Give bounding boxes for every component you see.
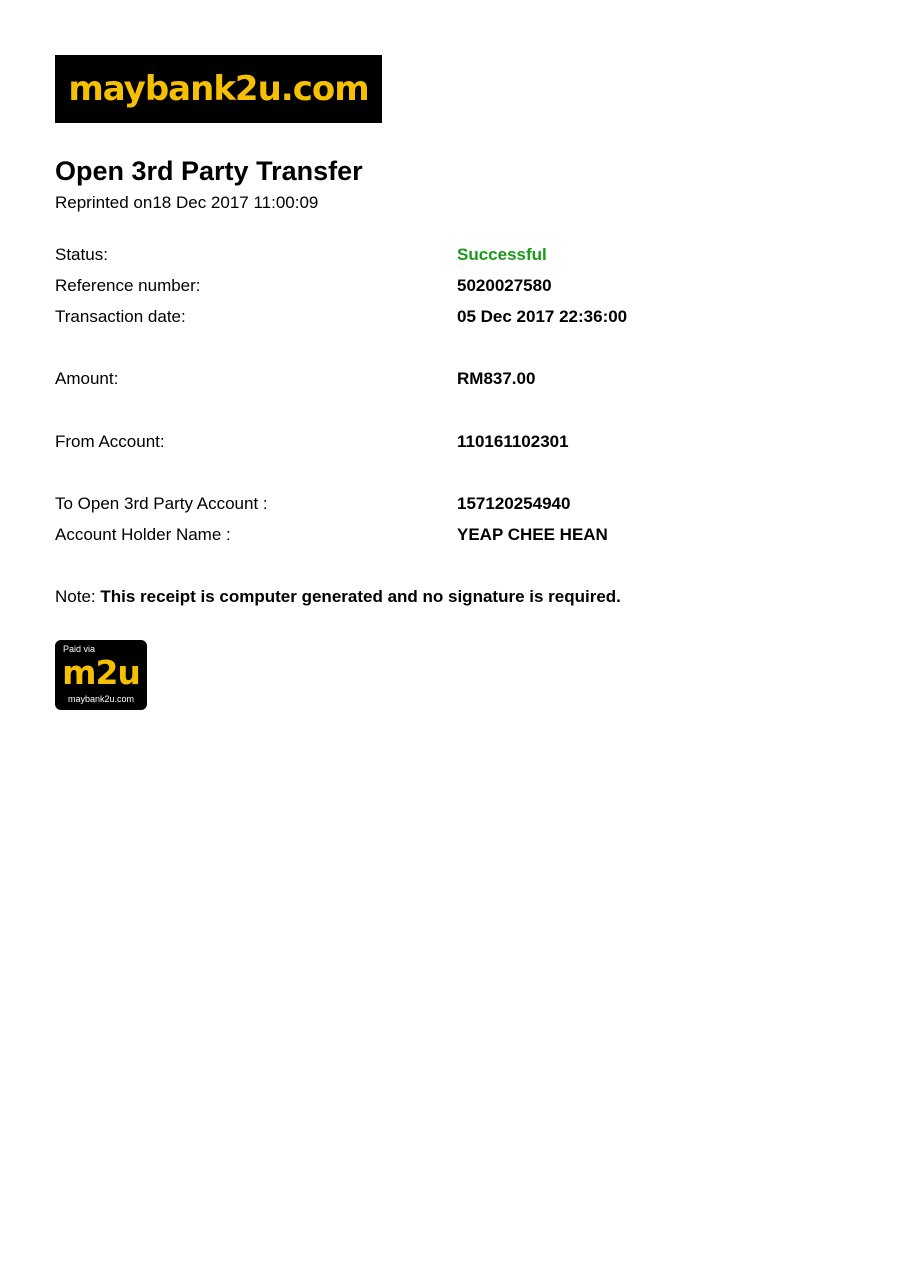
from-account-row — [55, 431, 855, 453]
note-text: This receipt is computer generated and no signature is required. — [100, 587, 621, 606]
from-account-label: From Account: — [55, 432, 165, 451]
to-account-value: 157120254940 — [457, 494, 571, 513]
reference-row — [55, 275, 855, 297]
account-holder-value: YEAP CHEE HEAN — [457, 525, 608, 544]
paid-via-m2u-badge — [55, 640, 147, 710]
paid-via-text: Paid via — [63, 644, 96, 654]
amount-row — [55, 368, 855, 390]
note-label: Note: — [55, 587, 96, 606]
account-holder-label: Account Holder Name : — [55, 525, 231, 544]
account-holder-row — [55, 524, 855, 546]
reprinted-timestamp: Reprinted on18 Dec 2017 11:00:09 — [55, 193, 319, 212]
amount-label: Amount: — [55, 369, 119, 388]
logo-text: maybank2u.com — [68, 69, 369, 109]
reference-value: 5020027580 — [457, 276, 552, 295]
to-account-label: To Open 3rd Party Account : — [55, 494, 268, 513]
amount-value: RM837.00 — [457, 369, 536, 388]
status-value: Successful — [457, 245, 547, 264]
transaction-date-value: 05 Dec 2017 22:36:00 — [457, 307, 628, 326]
receipt-note — [55, 586, 621, 608]
transaction-date-label: Transaction date: — [55, 307, 186, 326]
to-account-row — [55, 493, 855, 515]
badge-site-text: maybank2u.com — [67, 694, 135, 704]
page-title: Open 3rd Party Transfer — [55, 156, 363, 186]
from-account-value: 110161102301 — [457, 432, 569, 451]
transaction-date-row — [55, 306, 855, 328]
m2u-logo-text: m2u — [62, 653, 140, 692]
status-row — [55, 244, 855, 266]
reference-label: Reference number: — [55, 276, 201, 295]
maybank2u-logo — [55, 55, 382, 123]
status-label: Status: — [55, 245, 108, 264]
